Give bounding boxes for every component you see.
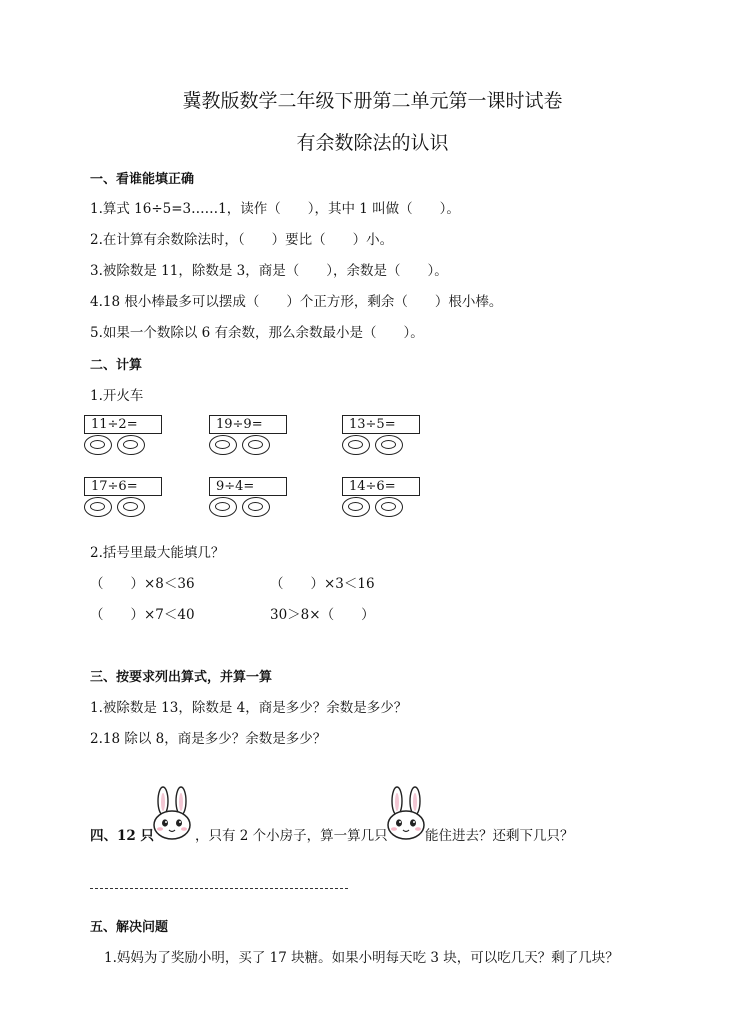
- train-car-3: 13÷5=: [342, 415, 420, 434]
- wheel-icon: [242, 497, 270, 517]
- section1-question-3: 3.被除数是 11，除数是 3，商是（ ），余数是（ ）。: [90, 263, 448, 279]
- train-car-4: 17÷6=: [84, 477, 162, 496]
- wheel-icon: [84, 435, 112, 455]
- section5-heading: 五、解决问题: [90, 920, 169, 935]
- section1-question-5: 5.如果一个数除以 6 有余数，那么余数最小是（ ）。: [90, 325, 424, 341]
- page-subtitle: 有余数除法的认识: [296, 132, 449, 154]
- section1-question-1: 1.算式 16÷5=3……1，读作（ ），其中 1 叫做（ ）。: [90, 201, 460, 217]
- wheel-icon: [375, 435, 403, 455]
- train-car-6: 14÷6=: [342, 477, 420, 496]
- section1-question-4: 4.18 根小棒最多可以摆成（ ）个正方形，剩余（ ）根小棒。: [90, 294, 503, 310]
- wheel-icon: [117, 435, 145, 455]
- section1-heading: 一、看谁能填正确: [90, 172, 195, 187]
- wheel-icon: [209, 497, 237, 517]
- section1-question-2: 2.在计算有余数除法时，（ ）要比（ ）小。: [90, 232, 394, 248]
- train-car-2: 19÷9=: [209, 415, 287, 434]
- fill-blank-1: （ ）×8＜36: [90, 576, 195, 592]
- wheel-icon: [84, 497, 112, 517]
- page-title: 冀教版数学二年级下册第二单元第一课时试卷: [182, 90, 563, 112]
- section4-text-3: 能住进去？还剩下几只？: [425, 828, 574, 844]
- fill-blank-4: 30＞8×（ ）: [270, 607, 375, 623]
- fill-blank-3: （ ）×7＜40: [90, 607, 195, 623]
- section2-heading: 二、计算: [90, 358, 143, 373]
- section3-heading: 三、按要求列出算式，并算一算: [90, 670, 273, 685]
- rabbit-icon: [384, 785, 428, 843]
- wheel-icon: [242, 435, 270, 455]
- section5-question-1: 1.妈妈为了奖励小明，买了 17 块糖。如果小明每天吃 3 块，可以吃几天？剩了几块？: [104, 950, 619, 966]
- train-car-1: 11÷2=: [84, 415, 162, 434]
- train-car-5: 9÷4=: [209, 477, 287, 496]
- section3-question-1: 1.被除数是 13，除数是 4，商是多少？余数是多少？: [90, 700, 408, 716]
- section3-question-2: 2.18 除以 8，商是多少？余数是多少？: [90, 731, 327, 747]
- wheel-icon: [117, 497, 145, 517]
- fill-max-subheading: 2.括号里最大能填几？: [90, 545, 225, 561]
- answer-dashed-line: [90, 888, 348, 889]
- fill-blank-2: （ ）×3＜16: [270, 576, 375, 592]
- wheel-icon: [209, 435, 237, 455]
- rabbit-icon: [150, 785, 194, 843]
- train-subheading: 1.开火车: [90, 388, 144, 404]
- section4-text-2: ，只有 2 个小房子，算一算几只: [195, 828, 388, 844]
- section4-text-1: 四、12 只: [90, 828, 154, 844]
- wheel-icon: [342, 435, 370, 455]
- wheel-icon: [375, 497, 403, 517]
- wheel-icon: [342, 497, 370, 517]
